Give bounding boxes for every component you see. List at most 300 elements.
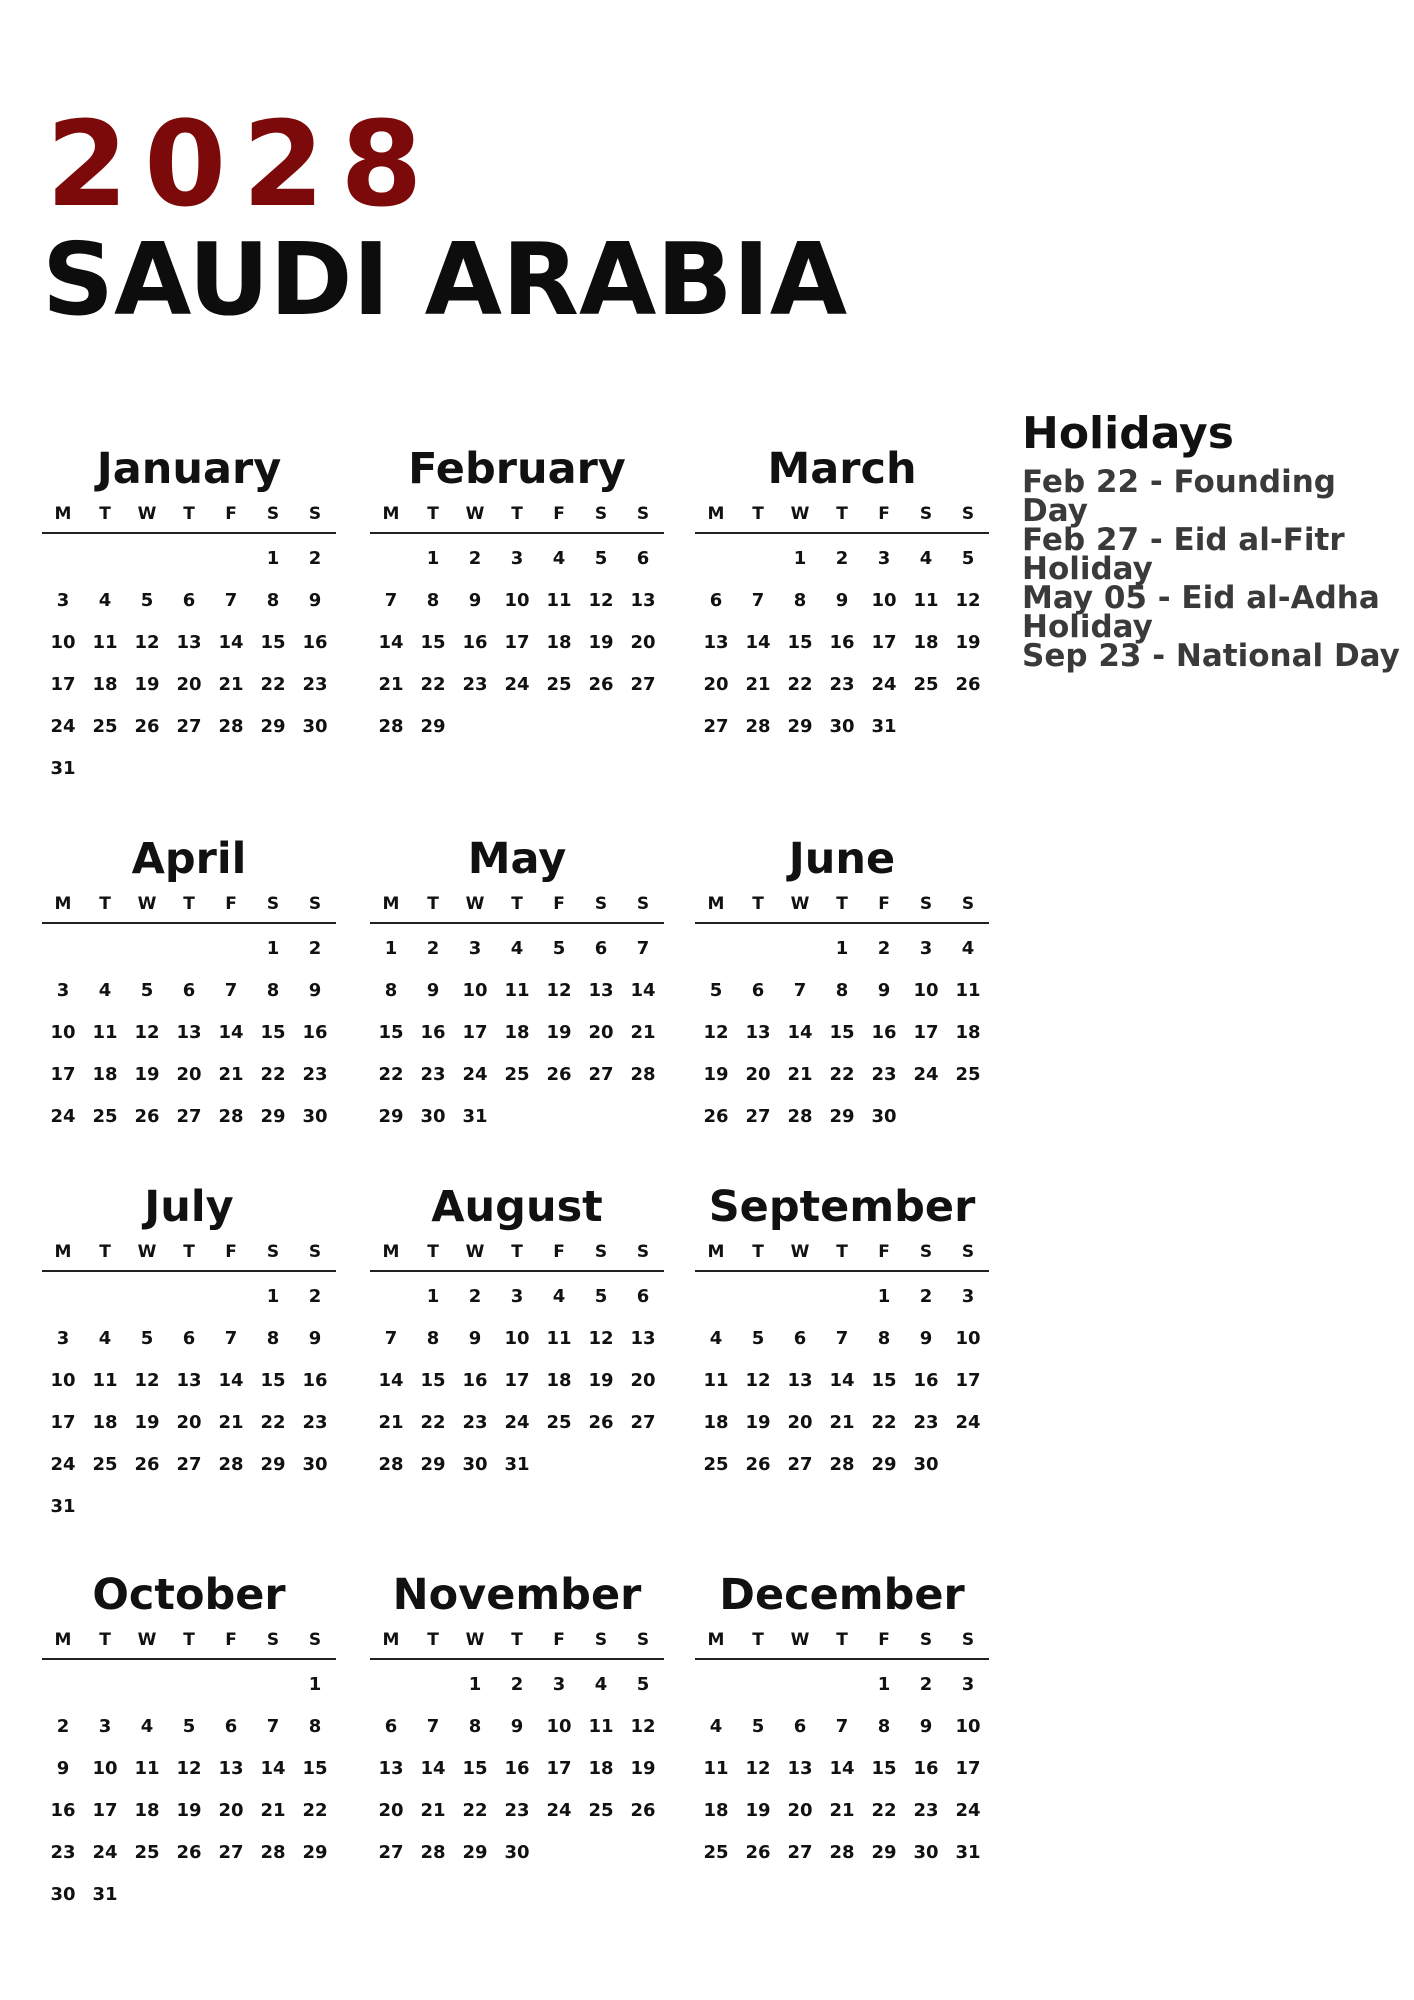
day-cell: 23 xyxy=(420,1064,446,1085)
weekday-label: F xyxy=(878,1242,890,1262)
day-cell: 12 xyxy=(134,1022,160,1043)
weekday-header xyxy=(695,1630,989,1660)
day-cell: 29 xyxy=(462,1842,488,1863)
weekday-label: T xyxy=(99,1630,111,1650)
day-cell: 7 xyxy=(835,1716,849,1737)
month-may xyxy=(370,830,664,1144)
day-cell: 2 xyxy=(919,1674,933,1695)
weekday-label: F xyxy=(553,894,565,914)
day-cell: 5 xyxy=(140,1328,154,1349)
day-cell: 1 xyxy=(835,938,849,959)
month-october xyxy=(42,1566,336,1922)
day-cell: 4 xyxy=(552,548,566,569)
day-cell: 14 xyxy=(787,1022,813,1043)
day-cell: 20 xyxy=(630,1370,656,1391)
day-cell: 3 xyxy=(468,938,482,959)
day-cell: 22 xyxy=(829,1064,855,1085)
day-cell: 3 xyxy=(961,1286,975,1307)
day-cell: 29 xyxy=(829,1106,855,1127)
day-cell: 6 xyxy=(709,590,723,611)
day-cell: 8 xyxy=(266,980,280,1001)
empty-cell xyxy=(737,1282,779,1324)
day-cell: 9 xyxy=(308,980,322,1001)
day-cell: 10 xyxy=(871,590,897,611)
day-cell: 29 xyxy=(302,1842,328,1863)
day-cell: 26 xyxy=(703,1106,729,1127)
day-cell: 26 xyxy=(134,1106,160,1127)
day-cell: 28 xyxy=(218,1454,244,1475)
day-cell: 31 xyxy=(50,758,76,779)
day-cell: 17 xyxy=(871,632,897,653)
day-cell: 6 xyxy=(636,1286,650,1307)
day-cell: 5 xyxy=(751,1716,765,1737)
day-cell: 4 xyxy=(140,1716,154,1737)
day-cell: 25 xyxy=(504,1064,530,1085)
empty-cell xyxy=(370,1282,412,1324)
day-cell: 4 xyxy=(552,1286,566,1307)
weekday-label: T xyxy=(427,894,439,914)
day-cell: 30 xyxy=(50,1884,76,1905)
day-cell: 13 xyxy=(176,632,202,653)
weekday-label: T xyxy=(99,504,111,524)
day-cell: 13 xyxy=(378,1758,404,1779)
day-cell: 22 xyxy=(260,674,286,695)
day-grid xyxy=(695,1660,989,1880)
weekday-header xyxy=(695,1242,989,1272)
day-cell: 29 xyxy=(260,1106,286,1127)
day-cell: 5 xyxy=(140,590,154,611)
empty-cell xyxy=(737,544,779,586)
day-cell: 20 xyxy=(176,1412,202,1433)
day-cell: 20 xyxy=(745,1064,771,1085)
day-cell: 10 xyxy=(504,590,530,611)
day-cell: 2 xyxy=(308,938,322,959)
day-cell: 26 xyxy=(546,1064,572,1085)
day-cell: 16 xyxy=(913,1370,939,1391)
day-cell: 15 xyxy=(829,1022,855,1043)
day-cell: 31 xyxy=(955,1842,981,1863)
day-cell: 19 xyxy=(630,1758,656,1779)
weekday-label: T xyxy=(511,1630,523,1650)
day-cell: 31 xyxy=(92,1884,118,1905)
day-grid xyxy=(370,1272,664,1492)
day-cell: 7 xyxy=(793,980,807,1001)
day-cell: 20 xyxy=(218,1800,244,1821)
country-heading: SAUDI ARABIA xyxy=(42,221,848,338)
empty-cell xyxy=(821,1282,863,1324)
weekday-label: F xyxy=(878,504,890,524)
day-cell: 30 xyxy=(462,1454,488,1475)
day-cell: 28 xyxy=(218,716,244,737)
day-cell: 10 xyxy=(913,980,939,1001)
weekday-label: T xyxy=(752,894,764,914)
day-cell: 10 xyxy=(955,1328,981,1349)
day-cell: 29 xyxy=(260,716,286,737)
weekday-header xyxy=(695,894,989,924)
day-cell: 14 xyxy=(218,1370,244,1391)
month-name: July xyxy=(144,1182,234,1232)
day-cell: 16 xyxy=(829,632,855,653)
day-cell: 3 xyxy=(961,1674,975,1695)
empty-cell xyxy=(695,544,737,586)
weekday-label: T xyxy=(427,504,439,524)
weekday-label: S xyxy=(961,1630,975,1650)
day-cell: 31 xyxy=(504,1454,530,1475)
day-cell: 10 xyxy=(92,1758,118,1779)
day-cell: 8 xyxy=(793,590,807,611)
day-cell: 22 xyxy=(420,1412,446,1433)
day-cell: 18 xyxy=(703,1412,729,1433)
empty-cell xyxy=(252,1670,294,1712)
weekday-label: S xyxy=(308,1630,322,1650)
day-cell: 27 xyxy=(745,1106,771,1127)
day-cell: 8 xyxy=(468,1716,482,1737)
day-cell: 15 xyxy=(787,632,813,653)
month-name: February xyxy=(408,444,626,494)
empty-cell xyxy=(42,544,84,586)
weekday-label: F xyxy=(225,1242,237,1262)
day-cell: 25 xyxy=(955,1064,981,1085)
day-cell: 27 xyxy=(630,674,656,695)
day-cell: 15 xyxy=(378,1022,404,1043)
day-cell: 3 xyxy=(552,1674,566,1695)
day-cell: 26 xyxy=(630,1800,656,1821)
day-cell: 1 xyxy=(266,548,280,569)
day-cell: 29 xyxy=(378,1106,404,1127)
weekday-label: T xyxy=(511,894,523,914)
weekday-label: S xyxy=(308,1242,322,1262)
day-cell: 22 xyxy=(302,1800,328,1821)
day-cell: 4 xyxy=(98,980,112,1001)
empty-cell xyxy=(168,544,210,586)
day-cell: 13 xyxy=(630,590,656,611)
weekday-label: W xyxy=(137,894,157,914)
day-cell: 14 xyxy=(829,1758,855,1779)
day-cell: 16 xyxy=(302,1022,328,1043)
day-cell: 25 xyxy=(588,1800,614,1821)
holidays-list xyxy=(1022,464,1407,674)
weekday-label: T xyxy=(511,1242,523,1262)
day-cell: 13 xyxy=(703,632,729,653)
day-cell: 30 xyxy=(871,1106,897,1127)
day-cell: 14 xyxy=(378,632,404,653)
day-cell: 15 xyxy=(420,1370,446,1391)
day-cell: 5 xyxy=(751,1328,765,1349)
empty-cell xyxy=(168,934,210,976)
day-cell: 11 xyxy=(546,1328,572,1349)
day-cell: 14 xyxy=(260,1758,286,1779)
day-cell: 8 xyxy=(266,1328,280,1349)
weekday-label: S xyxy=(266,1630,280,1650)
day-cell: 13 xyxy=(218,1758,244,1779)
day-cell: 22 xyxy=(462,1800,488,1821)
day-cell: 24 xyxy=(504,1412,530,1433)
weekday-label: T xyxy=(183,1630,195,1650)
day-cell: 4 xyxy=(98,1328,112,1349)
empty-cell xyxy=(695,934,737,976)
day-cell: 24 xyxy=(546,1800,572,1821)
day-cell: 12 xyxy=(745,1370,771,1391)
day-cell: 3 xyxy=(56,1328,70,1349)
day-cell: 30 xyxy=(302,1454,328,1475)
day-cell: 19 xyxy=(955,632,981,653)
day-cell: 8 xyxy=(877,1716,891,1737)
day-cell: 26 xyxy=(955,674,981,695)
weekday-label: W xyxy=(465,1242,485,1262)
day-cell: 27 xyxy=(588,1064,614,1085)
holiday-item: Feb 22 - Founding Day xyxy=(1022,464,1336,529)
day-cell: 9 xyxy=(426,980,440,1001)
weekday-label: M xyxy=(707,1242,725,1262)
day-cell: 24 xyxy=(462,1064,488,1085)
day-cell: 25 xyxy=(92,1454,118,1475)
holiday-item: Sep 23 - National Day xyxy=(1022,638,1400,674)
day-cell: 10 xyxy=(462,980,488,1001)
day-cell: 6 xyxy=(793,1328,807,1349)
day-cell: 26 xyxy=(588,1412,614,1433)
weekday-label: T xyxy=(427,1242,439,1262)
day-cell: 2 xyxy=(468,1286,482,1307)
day-cell: 17 xyxy=(50,674,76,695)
weekday-label: F xyxy=(225,504,237,524)
day-cell: 12 xyxy=(703,1022,729,1043)
day-cell: 23 xyxy=(913,1412,939,1433)
day-cell: 7 xyxy=(224,1328,238,1349)
day-cell: 30 xyxy=(302,716,328,737)
day-cell: 21 xyxy=(829,1800,855,1821)
day-cell: 6 xyxy=(182,1328,196,1349)
day-cell: 3 xyxy=(56,590,70,611)
day-grid xyxy=(42,924,336,1144)
month-september xyxy=(695,1178,989,1492)
day-cell: 24 xyxy=(50,716,76,737)
day-cell: 6 xyxy=(793,1716,807,1737)
day-cell: 25 xyxy=(92,1106,118,1127)
day-cell: 25 xyxy=(703,1842,729,1863)
weekday-label: S xyxy=(308,504,322,524)
day-cell: 21 xyxy=(745,674,771,695)
day-cell: 19 xyxy=(745,1412,771,1433)
day-cell: 3 xyxy=(56,980,70,1001)
empty-cell xyxy=(168,1670,210,1712)
weekday-label: S xyxy=(594,1630,608,1650)
day-cell: 29 xyxy=(420,1454,446,1475)
empty-cell xyxy=(84,934,126,976)
weekday-label: S xyxy=(919,1242,933,1262)
day-cell: 17 xyxy=(913,1022,939,1043)
day-grid xyxy=(42,1660,336,1922)
day-cell: 9 xyxy=(835,590,849,611)
day-cell: 25 xyxy=(546,674,572,695)
day-cell: 10 xyxy=(50,1022,76,1043)
day-cell: 28 xyxy=(378,1454,404,1475)
day-cell: 11 xyxy=(134,1758,160,1779)
day-cell: 15 xyxy=(871,1370,897,1391)
weekday-label: W xyxy=(465,894,485,914)
day-cell: 22 xyxy=(420,674,446,695)
day-cell: 4 xyxy=(709,1716,723,1737)
day-cell: 12 xyxy=(588,1328,614,1349)
month-february xyxy=(370,440,664,754)
day-cell: 23 xyxy=(50,1842,76,1863)
day-cell: 24 xyxy=(871,674,897,695)
day-cell: 18 xyxy=(703,1800,729,1821)
day-cell: 9 xyxy=(877,980,891,1001)
day-cell: 13 xyxy=(630,1328,656,1349)
weekday-label: S xyxy=(636,1242,650,1262)
day-cell: 27 xyxy=(378,1842,404,1863)
day-cell: 26 xyxy=(176,1842,202,1863)
day-cell: 23 xyxy=(302,1064,328,1085)
empty-cell xyxy=(210,1282,252,1324)
day-cell: 30 xyxy=(420,1106,446,1127)
weekday-label: M xyxy=(382,894,400,914)
day-cell: 2 xyxy=(877,938,891,959)
empty-cell xyxy=(779,1282,821,1324)
weekday-label: T xyxy=(836,1630,848,1650)
day-cell: 19 xyxy=(134,674,160,695)
empty-cell xyxy=(370,544,412,586)
day-cell: 13 xyxy=(176,1370,202,1391)
empty-cell xyxy=(737,934,779,976)
weekday-label: W xyxy=(790,1242,810,1262)
month-july xyxy=(42,1178,336,1534)
day-cell: 16 xyxy=(302,1370,328,1391)
day-cell: 23 xyxy=(829,674,855,695)
month-name: June xyxy=(788,834,896,884)
day-cell: 9 xyxy=(468,1328,482,1349)
day-cell: 10 xyxy=(955,1716,981,1737)
day-cell: 24 xyxy=(50,1106,76,1127)
day-cell: 20 xyxy=(703,674,729,695)
weekday-label: F xyxy=(225,894,237,914)
day-cell: 7 xyxy=(751,590,765,611)
day-cell: 13 xyxy=(745,1022,771,1043)
day-cell: 2 xyxy=(919,1286,933,1307)
day-cell: 23 xyxy=(302,674,328,695)
day-cell: 25 xyxy=(913,674,939,695)
day-cell: 10 xyxy=(546,1716,572,1737)
day-cell: 8 xyxy=(426,590,440,611)
empty-cell xyxy=(821,1670,863,1712)
empty-cell xyxy=(84,1282,126,1324)
day-cell: 28 xyxy=(787,1106,813,1127)
day-cell: 17 xyxy=(504,1370,530,1391)
day-cell: 3 xyxy=(919,938,933,959)
day-cell: 3 xyxy=(510,1286,524,1307)
day-grid xyxy=(695,534,989,754)
weekday-header xyxy=(42,1242,336,1272)
day-cell: 30 xyxy=(913,1454,939,1475)
day-cell: 30 xyxy=(302,1106,328,1127)
day-cell: 7 xyxy=(636,938,650,959)
weekday-label: S xyxy=(636,504,650,524)
day-cell: 21 xyxy=(218,1064,244,1085)
day-cell: 21 xyxy=(218,1412,244,1433)
day-cell: 4 xyxy=(594,1674,608,1695)
day-cell: 14 xyxy=(420,1758,446,1779)
day-cell: 20 xyxy=(630,632,656,653)
weekday-label: T xyxy=(183,894,195,914)
day-cell: 15 xyxy=(302,1758,328,1779)
day-cell: 18 xyxy=(92,1064,118,1085)
day-cell: 11 xyxy=(504,980,530,1001)
weekday-label: F xyxy=(878,1630,890,1650)
day-cell: 23 xyxy=(462,674,488,695)
day-cell: 21 xyxy=(218,674,244,695)
month-name: March xyxy=(767,444,917,494)
day-cell: 1 xyxy=(384,938,398,959)
month-june xyxy=(695,830,989,1144)
weekday-label: M xyxy=(707,894,725,914)
day-cell: 14 xyxy=(829,1370,855,1391)
day-cell: 2 xyxy=(468,548,482,569)
day-cell: 4 xyxy=(919,548,933,569)
day-cell: 15 xyxy=(871,1758,897,1779)
year-heading: 2028 xyxy=(46,95,439,233)
day-cell: 23 xyxy=(462,1412,488,1433)
day-cell: 22 xyxy=(260,1412,286,1433)
day-cell: 29 xyxy=(260,1454,286,1475)
weekday-label: W xyxy=(790,894,810,914)
day-cell: 11 xyxy=(588,1716,614,1737)
weekday-label: T xyxy=(752,1630,764,1650)
day-cell: 24 xyxy=(913,1064,939,1085)
weekday-label: S xyxy=(594,504,608,524)
weekday-header xyxy=(42,894,336,924)
day-cell: 5 xyxy=(552,938,566,959)
weekday-label: T xyxy=(183,504,195,524)
empty-cell xyxy=(779,934,821,976)
day-cell: 28 xyxy=(829,1454,855,1475)
day-cell: 4 xyxy=(510,938,524,959)
weekday-label: M xyxy=(707,1630,725,1650)
day-cell: 26 xyxy=(745,1842,771,1863)
day-cell: 2 xyxy=(56,1716,70,1737)
day-cell: 28 xyxy=(218,1106,244,1127)
day-cell: 27 xyxy=(787,1842,813,1863)
day-cell: 23 xyxy=(913,1800,939,1821)
day-cell: 14 xyxy=(218,632,244,653)
weekday-header xyxy=(370,1242,664,1272)
weekday-label: S xyxy=(919,894,933,914)
day-cell: 28 xyxy=(829,1842,855,1863)
weekday-label: S xyxy=(266,504,280,524)
day-cell: 12 xyxy=(588,590,614,611)
day-cell: 5 xyxy=(140,980,154,1001)
weekday-label: S xyxy=(919,504,933,524)
weekday-label: W xyxy=(137,504,157,524)
day-cell: 1 xyxy=(266,938,280,959)
day-cell: 6 xyxy=(384,1716,398,1737)
day-grid xyxy=(370,1660,664,1880)
month-november xyxy=(370,1566,664,1880)
day-cell: 9 xyxy=(919,1716,933,1737)
day-cell: 12 xyxy=(745,1758,771,1779)
weekday-label: T xyxy=(836,504,848,524)
day-cell: 1 xyxy=(308,1674,322,1695)
day-cell: 17 xyxy=(50,1412,76,1433)
day-cell: 13 xyxy=(588,980,614,1001)
day-cell: 18 xyxy=(955,1022,981,1043)
day-cell: 20 xyxy=(787,1800,813,1821)
weekday-label: M xyxy=(54,1242,72,1262)
day-cell: 14 xyxy=(378,1370,404,1391)
day-cell: 13 xyxy=(787,1370,813,1391)
day-cell: 28 xyxy=(630,1064,656,1085)
day-cell: 6 xyxy=(182,590,196,611)
day-cell: 26 xyxy=(588,674,614,695)
